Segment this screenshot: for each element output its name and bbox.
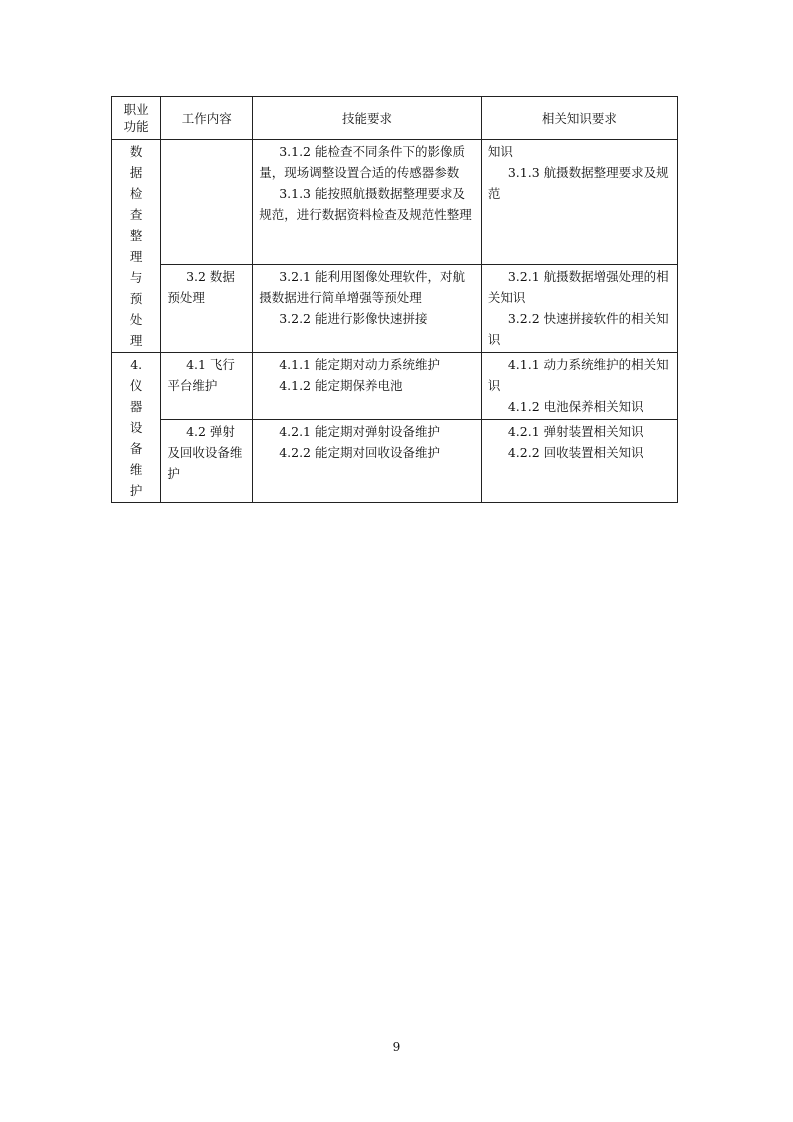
skill-cell: [253, 265, 482, 353]
header-function: 职业 功能: [112, 97, 161, 140]
func-char: 检: [129, 186, 143, 201]
knowledge-item: 3.1.3 航摄数据整理要求及规范: [487, 165, 669, 201]
skill-cell: [253, 419, 482, 502]
knowledge-cell: [481, 140, 677, 265]
func-char: 整: [129, 228, 143, 243]
func-char: 理: [129, 249, 143, 264]
skill-item: 3.1.2 能检查不同条件下的影像质量，现场调整设置合适的传感器参数: [259, 144, 465, 180]
function-cell-data-check: [112, 140, 161, 353]
work-content-text: 4.1 飞行平台维护: [167, 357, 235, 393]
func-char: 护: [129, 483, 143, 498]
func-char: 理: [129, 333, 143, 348]
skill-item: 3.2.2 能进行影像快速拼接: [279, 311, 428, 327]
func-char: 器: [129, 399, 143, 414]
knowledge-item: 3.2.2 快速拼接软件的相关知识: [487, 311, 669, 348]
skill-item: 4.2.1 能定期对弹射设备维护: [279, 423, 440, 439]
function-cell-equipment-maintenance: [112, 353, 161, 503]
func-char: 预: [129, 291, 143, 306]
header-knowledge-requirements: 相关知识要求: [481, 97, 677, 140]
func-char: 据: [129, 165, 143, 180]
func-char: 设: [129, 420, 143, 435]
table-header-row: [112, 97, 678, 140]
skill-item: 3.2.1 能利用图像处理软件，对航摄数据进行简单增强等预处理: [259, 269, 465, 306]
table-row: [112, 419, 678, 502]
table-row: [112, 265, 678, 353]
func-char: 处: [129, 312, 143, 327]
knowledge-cell: [481, 353, 677, 420]
work-content-cell: [161, 265, 253, 353]
knowledge-cell: [481, 419, 677, 502]
table-row: [112, 353, 678, 420]
skill-item: 4.2.2 能定期对回收设备维护: [279, 444, 440, 460]
func-char: 维: [129, 462, 143, 477]
skill-item: 4.1.2 能定期保养电池: [279, 378, 403, 393]
knowledge-item: 知识: [487, 144, 513, 159]
skill-cell: [253, 140, 482, 265]
knowledge-item: 4.1.1 动力系统维护的相关知识: [487, 357, 669, 393]
header-work-content: 工作内容: [161, 97, 253, 140]
work-content-cell: [161, 353, 253, 420]
work-content-cell: [161, 140, 253, 265]
header-skill-requirements: 技能要求: [253, 97, 482, 140]
work-content-text: 3.2 数据预处理: [167, 269, 235, 306]
func-char: 仪: [129, 378, 143, 393]
func-char: 数: [129, 144, 143, 159]
work-content-cell: [161, 419, 253, 502]
func-char: 与: [129, 270, 143, 285]
func-char: 备: [129, 441, 143, 456]
table-row: [112, 140, 678, 265]
skill-item: 4.1.1 能定期对动力系统维护: [279, 357, 440, 372]
page-number: 9: [392, 1040, 401, 1054]
func-char: 4.: [130, 357, 143, 372]
skill-cell: [253, 353, 482, 420]
knowledge-cell: [481, 265, 677, 353]
knowledge-item: 4.2.2 回收装置相关知识: [507, 444, 644, 460]
skill-item: 3.1.3 能按照航摄数据整理要求及规范，进行数据资料检查及规范性整理: [259, 186, 472, 222]
knowledge-item: 4.2.1 弹射装置相关知识: [507, 423, 644, 439]
occupation-standard-table: [111, 96, 678, 503]
knowledge-item: 3.2.1 航摄数据增强处理的相关知识: [487, 269, 669, 306]
knowledge-item: 4.1.2 电池保养相关知识: [507, 399, 644, 414]
work-content-text: 4.2 弹射及回收设备维护: [167, 423, 243, 481]
func-char: 查: [129, 207, 143, 222]
